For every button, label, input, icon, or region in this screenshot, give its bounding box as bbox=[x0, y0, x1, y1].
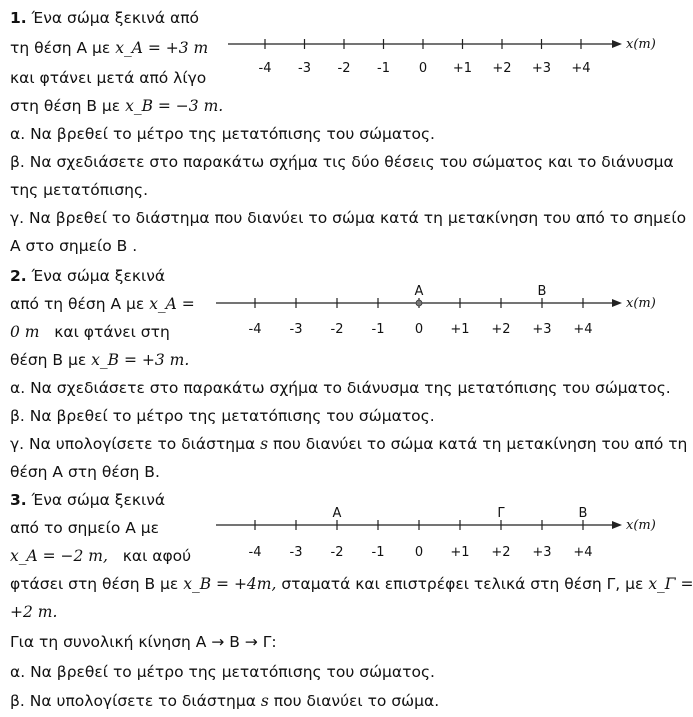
math-xG: x_Γ = bbox=[648, 575, 693, 593]
problem1-question-c-cont: Α στο σημείο Β . bbox=[10, 237, 138, 255]
problem1-number: 1. bbox=[10, 9, 27, 27]
problem2-number: 2. bbox=[10, 267, 27, 285]
math-0m: 0 m bbox=[10, 323, 40, 341]
problem3-line4: φτάσει στη θέση Β με x_B = +4m, σταματά και επιστρέφει τελικά στη θέση Γ, με x_Γ = bbox=[10, 575, 693, 593]
tick-label: -4 bbox=[248, 545, 262, 560]
problem2-question-c-cont: θέση Α στη θέση Β. bbox=[10, 463, 160, 481]
axis-label: x(m) bbox=[626, 518, 656, 533]
point-label: Β bbox=[578, 506, 588, 521]
problem1-question-b: β. Να σχεδιάσετε στο παρακάτω σχήμα τις δύο θέσεις του σώματος και το διάνυσμα bbox=[10, 153, 674, 171]
tick-label: +3 bbox=[532, 545, 552, 560]
number-line-3 bbox=[0, 498, 678, 563]
problem2-line4: θέση Β με x_B = +3 m. bbox=[10, 351, 190, 369]
tick-label: 0 bbox=[418, 61, 428, 76]
tick-label: +1 bbox=[450, 545, 470, 560]
point-label: Α bbox=[414, 284, 424, 299]
tick-label: +2 bbox=[491, 322, 511, 337]
problem1-line2: τη θέση Α με x_A = +3 m bbox=[10, 39, 209, 57]
axis-arrow-icon bbox=[612, 40, 622, 48]
problem1-question-b-cont: της μετατόπισης. bbox=[10, 181, 149, 199]
number-line-2 bbox=[0, 275, 678, 340]
problem3-line5 bbox=[10, 602, 57, 622]
math-xB: x_B = +4m, bbox=[183, 575, 277, 593]
tick-label: +2 bbox=[492, 61, 512, 76]
math-s: s bbox=[260, 692, 269, 710]
tick-label: -2 bbox=[330, 322, 344, 337]
tick-label: +3 bbox=[532, 322, 552, 337]
problem1-question-a: α. Να βρεθεί το μέτρο της μετατόπισης του σώματος. bbox=[10, 125, 435, 143]
problem3-motion: Για τη συνολική κίνηση Α → Β → Γ: bbox=[10, 633, 277, 651]
problem3-number: 3. bbox=[10, 491, 27, 509]
problem2-line1: 2. Ένα σώμα ξεκινά bbox=[10, 267, 166, 285]
tick-label: -1 bbox=[371, 545, 385, 560]
problem2-line2: από τη θέση Α με x_A = bbox=[10, 295, 195, 313]
problem3-question-a: α. Να βρεθεί το μέτρο της μετατόπισης του σώματος. bbox=[10, 663, 435, 681]
math-xA: x_A = +3 m bbox=[115, 39, 209, 57]
axis-arrow-icon bbox=[612, 299, 622, 307]
tick-label: +3 bbox=[531, 61, 552, 76]
problem2-question-a: α. Να σχεδιάσετε στο παρακάτω σχήμα το διάνυσμα της μετατόπισης του σώματος. bbox=[10, 379, 671, 397]
problem2-question-c: γ. Να υπολογίσετε το διάστημα s που διανύει το σώμα κατά τη μετακίνηση του από τη bbox=[10, 435, 688, 453]
problem3-line2: από το σημείο Α με bbox=[10, 519, 160, 537]
problem1-line1: 1. Ένα σώμα ξεκινά από bbox=[10, 9, 200, 27]
tick-label: 0 bbox=[414, 322, 424, 337]
math-xB: x_B = −3 m. bbox=[125, 97, 224, 115]
problem1-line4: στη θέση Β με x_B = −3 m. bbox=[10, 97, 224, 115]
tick-label: -4 bbox=[248, 322, 262, 337]
tick-label: +2 bbox=[491, 545, 511, 560]
point-label: Α bbox=[332, 506, 342, 521]
point-label: Γ bbox=[497, 506, 505, 521]
math-s: s bbox=[260, 435, 269, 453]
tick-label: +4 bbox=[571, 61, 591, 76]
axis-arrow-icon bbox=[612, 521, 622, 529]
tick-label: -2 bbox=[330, 545, 344, 560]
problem1-line3: και φτάνει μετά από λίγο bbox=[10, 69, 207, 87]
problem3-line3: x_A = −2 m, και αφού bbox=[10, 547, 192, 565]
tick-label: -4 bbox=[258, 61, 272, 76]
math-2m: +2 m. bbox=[10, 603, 58, 621]
point-label: Β bbox=[537, 284, 547, 299]
problem2-line3: 0 m και φτάνει στη bbox=[10, 323, 170, 341]
tick-label: -1 bbox=[377, 61, 390, 76]
tick-label: -1 bbox=[371, 322, 385, 337]
tick-label: +4 bbox=[573, 545, 593, 560]
tick-label: +1 bbox=[450, 322, 470, 337]
problem2-question-b: β. Να βρεθεί το μέτρο της μετατόπισης του σώματος. bbox=[10, 407, 435, 425]
problem3-line1: 3. Ένα σώμα ξεκινά bbox=[10, 491, 166, 509]
math-xA: x_A = −2 m, bbox=[10, 547, 108, 565]
problem1-question-c: γ. Να βρεθεί το διάστημα που διανύει το σώμα κατά τη μετακίνηση του από το σημείο bbox=[10, 209, 687, 227]
tick-label: -3 bbox=[289, 545, 303, 560]
tick-label: -3 bbox=[298, 61, 311, 76]
tick-label: +1 bbox=[452, 61, 473, 76]
tick-label: -3 bbox=[289, 322, 303, 337]
point-dot bbox=[416, 300, 422, 306]
math-xA: x_A = bbox=[149, 295, 195, 313]
tick-label: 0 bbox=[414, 545, 424, 560]
axis-label: x(m) bbox=[626, 37, 656, 52]
axis-label: x(m) bbox=[626, 296, 656, 311]
math-xB: x_B = +3 m. bbox=[91, 351, 190, 369]
problem3-question-b: β. Να υπολογίσετε το διάστημα s που διανύει το σώμα. bbox=[10, 692, 440, 710]
number-line-1 bbox=[0, 30, 678, 80]
tick-label: -2 bbox=[337, 61, 351, 76]
tick-label: +4 bbox=[573, 322, 593, 337]
